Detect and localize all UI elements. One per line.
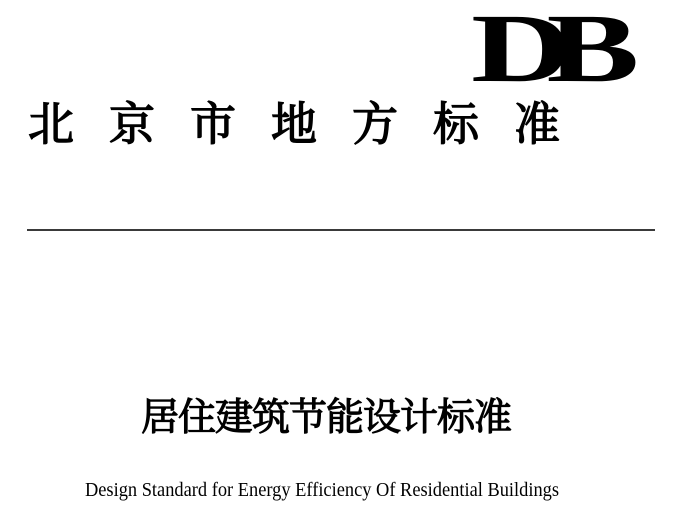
- document-title-en: Design Standard for Energy Efficiency Of Residential Buildings: [84, 479, 560, 501]
- standard-type-label: 北京市地方标准: [28, 99, 595, 150]
- db-standard-logo: DB: [471, 0, 615, 103]
- header-divider: [27, 229, 655, 231]
- document-title-zh: 居住建筑节能设计标准: [140, 397, 511, 439]
